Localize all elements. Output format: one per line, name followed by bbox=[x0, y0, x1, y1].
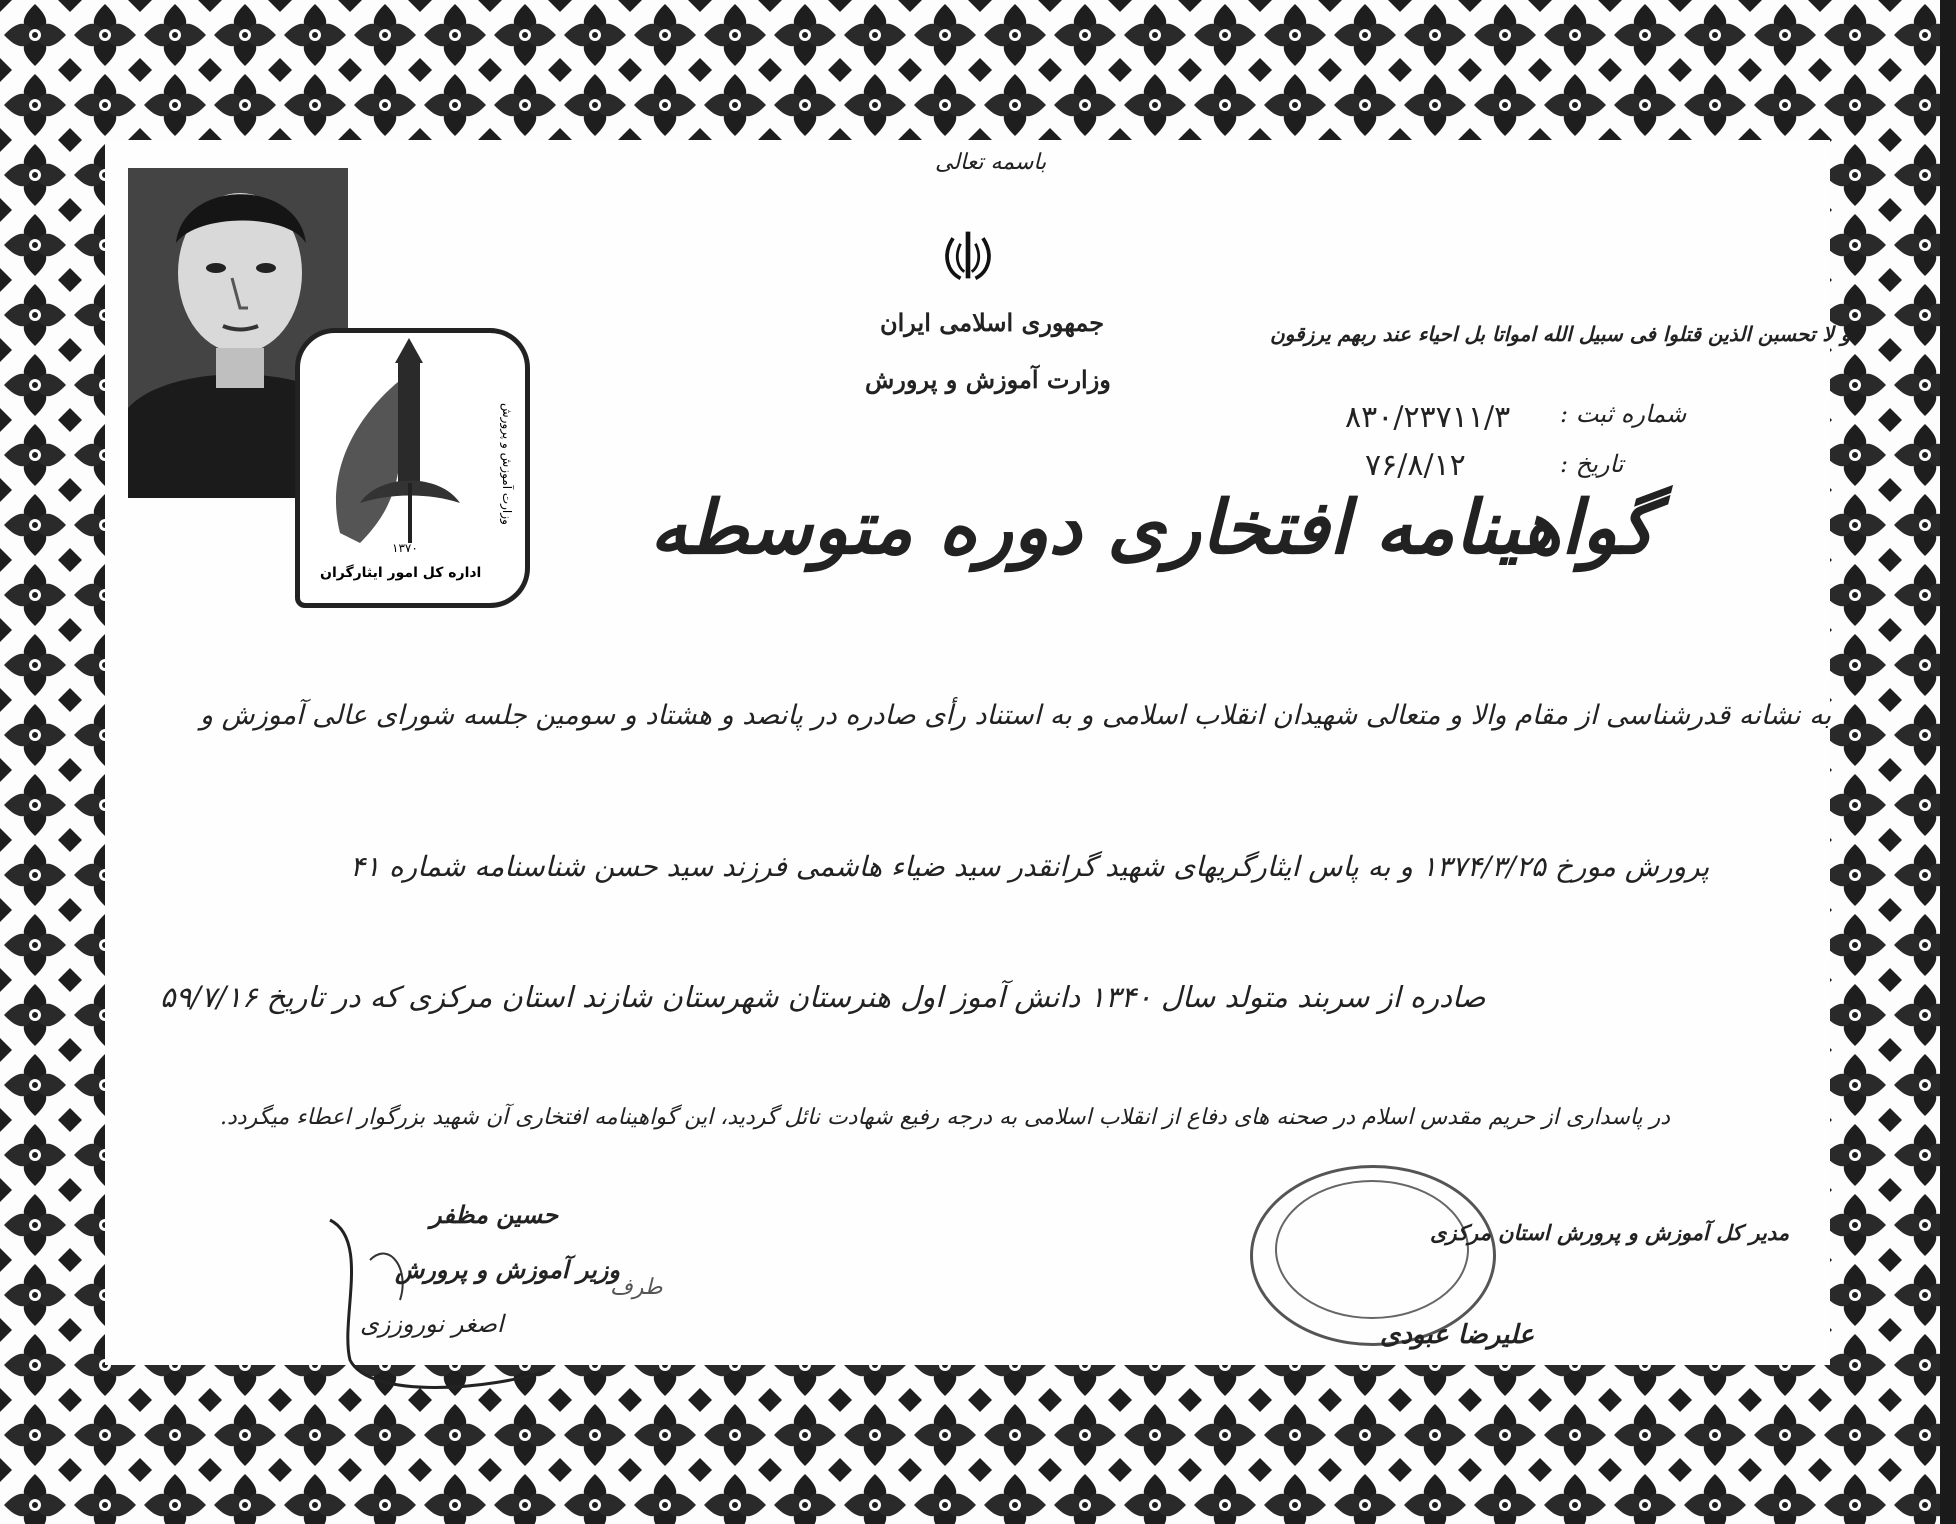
left-signature-flourish bbox=[310, 1200, 570, 1400]
body-line-2: پرورش مورخ ۱۳۷۴/۳/۲۵ و به پاس ایثارگریهای شهید گرانقدر سید ضیاء هاشمی فرزند سید حسن شناسنامه شماره ۴۱ bbox=[350, 850, 1710, 883]
official-seal-inner bbox=[1275, 1180, 1469, 1319]
minister-title: وزیر آموزش و پرورش bbox=[395, 1255, 620, 1284]
director-name: علیرضا عبودی bbox=[1380, 1320, 1535, 1350]
left-extra-signature: اصغر نوروززی bbox=[360, 1310, 504, 1338]
bismillah: باسمه تعالی bbox=[935, 150, 1047, 175]
date-label: تاریخ : bbox=[1560, 450, 1624, 478]
body-line-1: به نشانه قدرشناسی از مقام والا و متعالی شهیدان انقلاب اسلامی و به استناد رأی صادره در پانصد و هشتاد و سومین جلسه شورای عالی آموزش و bbox=[200, 700, 1832, 731]
registration-number-value: ۸۳۰/۲۳۷۱۱/۳ bbox=[1345, 400, 1511, 435]
certificate-title: گواهینامه افتخاری دوره متوسطه bbox=[650, 485, 1655, 571]
minister-name: حسین مظفر bbox=[430, 1200, 559, 1229]
emblem-org-name: اداره کل امور ایثارگران bbox=[320, 565, 482, 581]
body-line-3: صادره از سربند متولد سال ۱۳۴۰ دانش آموز اول هنرستان شهرستان شازند استان مرکزی که در تاریخ ۵۹/۷/۱۶ bbox=[160, 980, 1486, 1014]
registration-number-label: شماره ثبت : bbox=[1560, 400, 1687, 428]
emblem-side-text: وزارت آموزش و پرورش bbox=[500, 403, 514, 525]
director-title: مدیر کل آموزش و پرورش استان مرکزی bbox=[1430, 1220, 1790, 1245]
body-line-4: در پاسداری از حریم مقدس اسلام در صحنه های دفاع از انقلاب اسلامی به درجه رفیع شهادت نائل گردید، این گواهینامه افتخاری آن شهید بزرگوار اعطاء میگردد. bbox=[220, 1105, 1671, 1130]
martyrs-foundation-emblem bbox=[295, 328, 530, 608]
emblem-year: ۱۳۷۰ bbox=[392, 541, 418, 555]
republic-name: جمهوری اسلامی ایران bbox=[880, 308, 1105, 337]
ministry-name: وزارت آموزش و پرورش bbox=[865, 365, 1111, 394]
quran-verse: و لا تحسبن الذین قتلوا فی سبیل الله امواتا بل احیاء عند ربهم یرزقون bbox=[1270, 322, 1851, 346]
middle-mark: طرف bbox=[610, 1275, 663, 1300]
iran-emblem-icon bbox=[940, 225, 996, 285]
date-value: ۷۶/۸/۱۲ bbox=[1365, 448, 1466, 483]
